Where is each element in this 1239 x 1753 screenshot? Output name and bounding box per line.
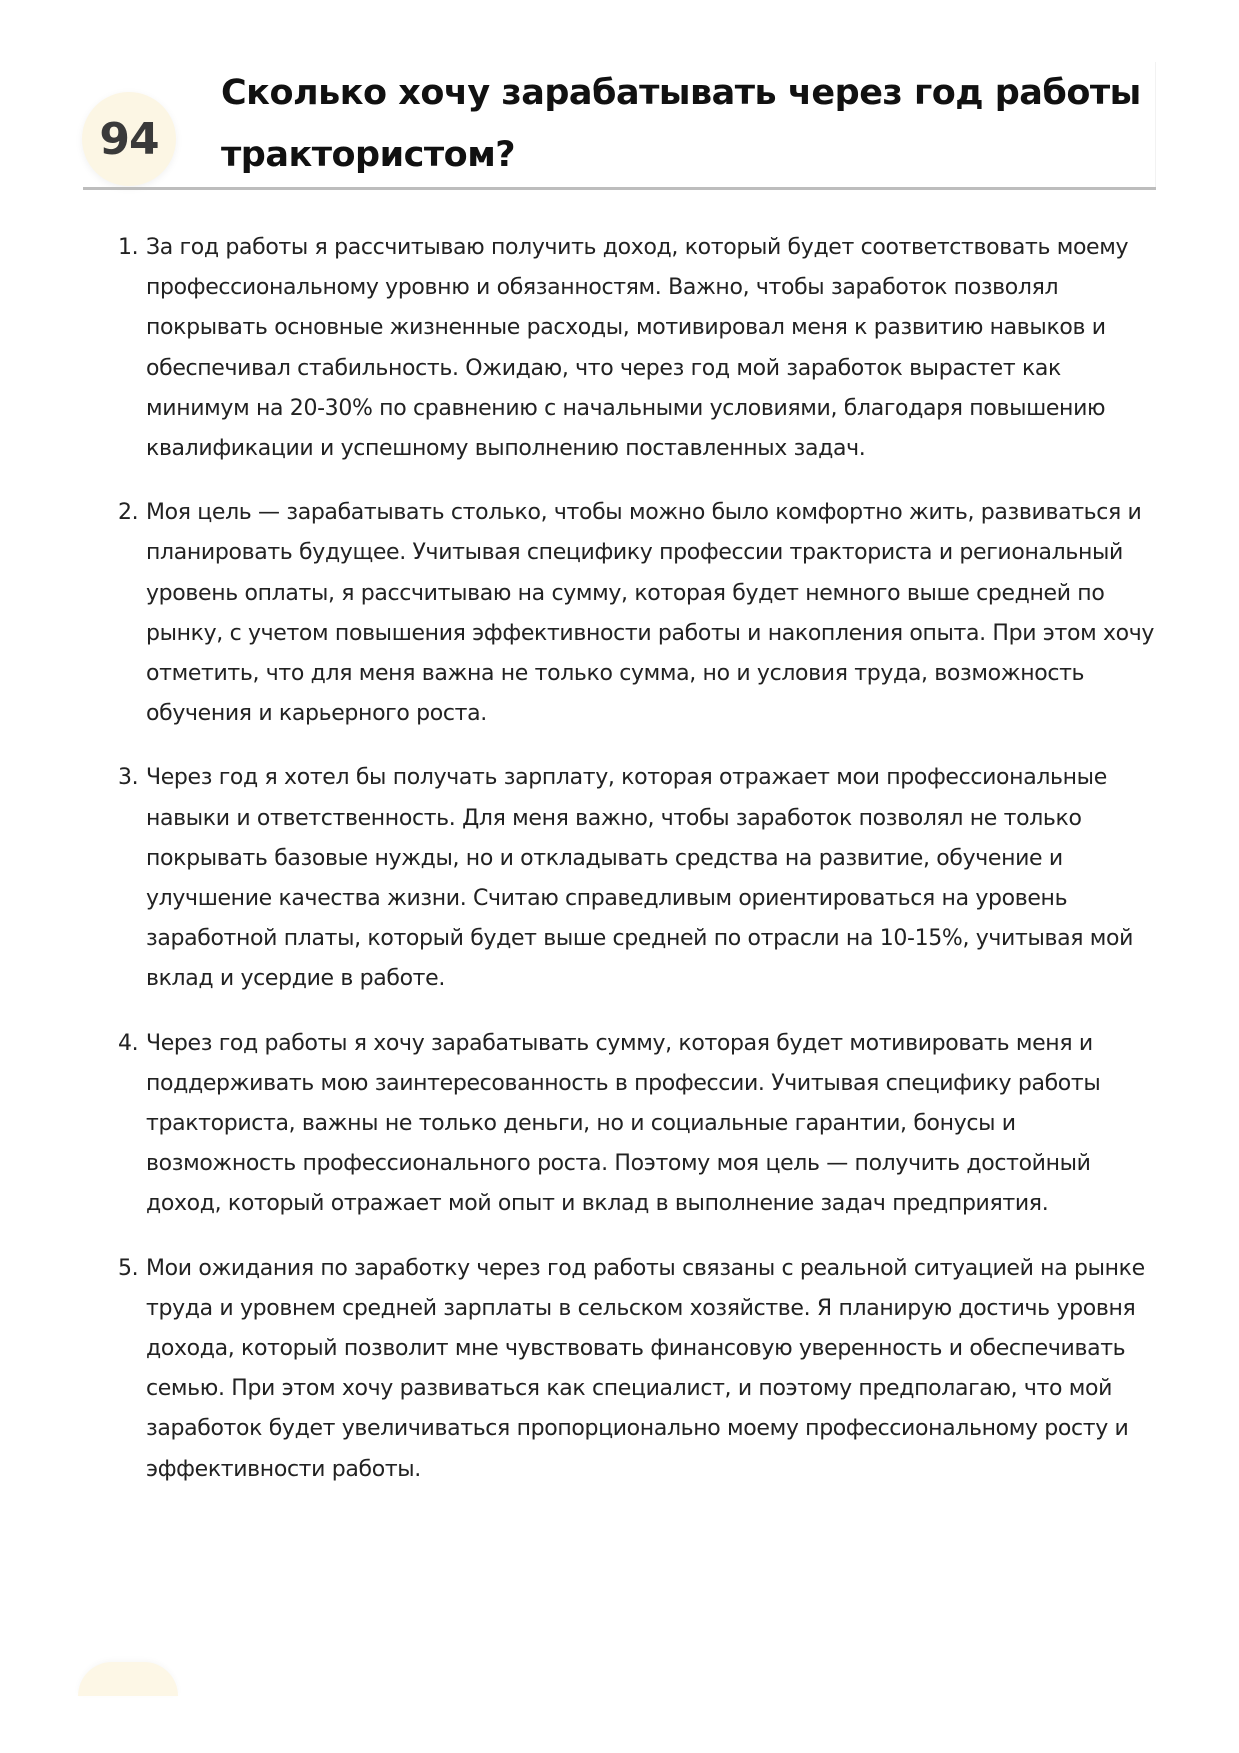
answer-item <box>118 228 1163 469</box>
question-number-badge <box>82 92 176 186</box>
question-title: Сколько хочу зарабатывать через год работы трактористом? <box>221 73 1141 175</box>
answer-text: Мои ожидания по заработку через год работы связаны с реальной ситуацией на рынке труда и уровнем средней зарплаты в сельском хозяйстве. Я планирую достичь уровня дохода, который позволит мне чувствовать финансовую уверенность и обеспечивать семью. При этом хочу развиваться как специалист, и поэтому предполагаю, что мой заработок будет увеличиваться пропорционально моему профессиональному росту и эффективности работы. <box>146 1255 1145 1482</box>
answer-text: Моя цель — зарабатывать столько, чтобы можно было комфортно жить, развиваться и планировать будущее. Учитывая специфику профессии тракториста и региональный уровень оплаты, я рассчитываю на сумму, которая будет немного выше средней по рынку, с учетом повышения эффективности работы и накопления опыта. При этом хочу отметить, что для меня важна не только сумма, но и условия труда, возможность обучения и карьерного роста. <box>146 500 1155 727</box>
header-divider <box>83 187 1156 190</box>
answer-text: Через год я хотел бы получать зарплату, которая отражает мои профессиональные навыки и ответственность. Для меня важно, чтобы заработок позволял не только покрывать базовые нужды, но и откладывать средства на развитие, обучение и улучшение качества жизни. Считаю справедливым ориентироваться на уровень заработной платы, который будет выше средней по отрасли на 10-15%, учитывая мой вклад и усердие в работе. <box>146 765 1134 992</box>
answer-number: 2. <box>118 500 139 526</box>
answers-list <box>118 228 1163 1514</box>
answer-number: 4. <box>118 1030 139 1056</box>
answer-item <box>118 493 1163 734</box>
answer-number: 3. <box>118 765 139 791</box>
next-page-badge-fragment <box>78 1662 178 1696</box>
question-number: 94 <box>99 113 159 165</box>
question-header <box>82 62 1162 190</box>
answer-number: 1. <box>118 235 139 260</box>
answer-text: Через год работы я хочу зарабатывать сумму, которая будет мотивировать меня и поддерживать мою заинтересованность в профессии. Учитывая специфику работы тракториста, важны не только деньги, но и социальные гарантии, бонусы и возможность профессионального роста. Поэтому моя цель — получить достойный доход, который отражает мой опыт и вклад в выполнение задач предприятия. <box>146 1030 1101 1217</box>
answer-item <box>118 1024 1163 1225</box>
answer-text: За год работы я рассчитываю получить доход, который будет соответствовать моему профессиональному уровню и обязанностям. Важно, чтобы заработок позволял покрывать основные жизненные расходы, мотивировал меня к развитию навыков и обеспечивал стабильность. Ожидаю, что через год мой заработок вырастет как минимум на 20-30% по сравнению с начальными условиями, благодаря повышению квалификации и успешному выполнению поставленных задач. <box>146 235 1129 462</box>
answer-item <box>118 758 1163 999</box>
header-edge-divider <box>1155 62 1156 187</box>
answer-item <box>118 1249 1163 1490</box>
answer-number: 5. <box>118 1255 139 1281</box>
